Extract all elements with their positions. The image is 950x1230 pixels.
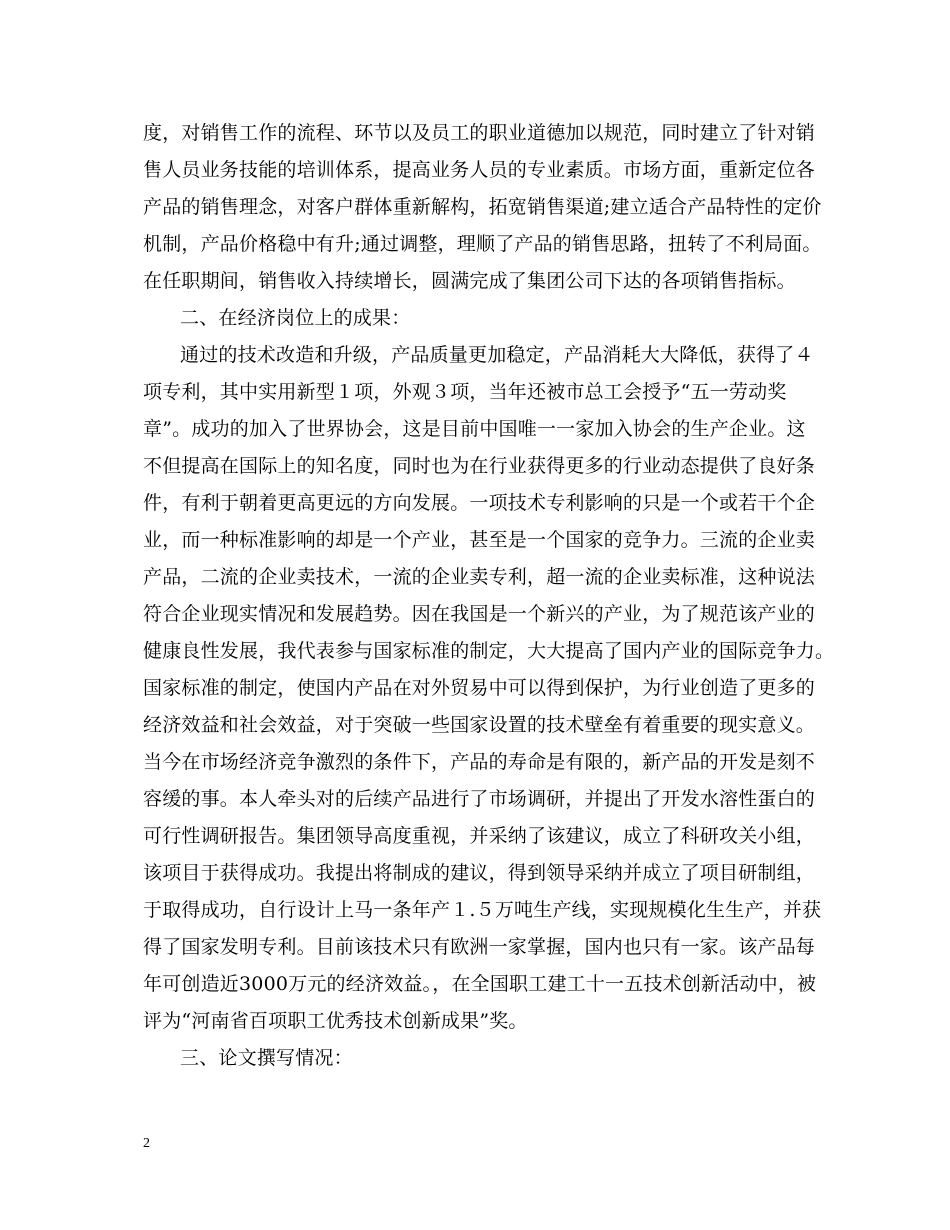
body-text-line: 在任职期间，销售收入持续增长，圆满完成了集团公司下达的各项销售指标。 <box>143 270 796 292</box>
body-text-line: 经济效益和社会效益，对于突破一些国家设置的技术壁垒有着重要的现实意义。 <box>143 714 816 736</box>
body-text-line: 售人员业务技能的培训体系，提高业务人员的专业素质。市场方面，重新定位各 <box>143 159 816 181</box>
body-text-line: 符合企业现实情况和发展趋势。因在我国是一个新兴的产业，为了规范该产业的 <box>143 603 816 625</box>
body-text-line: 不但提高在国际上的知名度，同时也为在行业获得更多的行业动态提供了良好条 <box>143 455 816 477</box>
body-text-line: 产品，二流的企业卖技术，一流的企业卖专利，超一流的企业卖标准，这种说法 <box>143 566 816 588</box>
body-text-line: 健康良性发展，我代表参与国家标准的制定，大大提高了国内产业的国际竞争力。 <box>143 640 835 662</box>
body-text-line: 国家标准的制定，使国内产品在对外贸易中可以得到保护，为行业创造了更多的 <box>143 677 816 699</box>
body-text-line: 当今在市场经济竞争激烈的条件下，产品的寿命是有限的，新产品的开发是刻不 <box>143 751 816 773</box>
body-text-line: 产品的销售理念，对客户群体重新解构，拓宽销售渠道;建立适合产品特性的定价 <box>143 196 822 218</box>
body-text-line: 机制，产品价格稳中有升;通过调整，理顺了产品的销售思路，扭转了不利局面。 <box>143 233 822 255</box>
page-number: 2 <box>143 1136 150 1151</box>
section-heading: 三、论文撰写情况： <box>180 1047 353 1069</box>
body-text-line: 度，对销售工作的流程、环节以及员工的职业道德加以规范，同时建立了针对销 <box>143 122 816 144</box>
body-text-line: 可行性调研报告。集团领导高度重视，并采纳了该建议，成立了科研攻关小组， <box>143 825 816 847</box>
body-text-line: 得了国家发明专利。目前该技术只有欧洲一家掌握，国内也只有一家。该产品每 <box>143 936 816 958</box>
body-text-line: 评为“河南省百项职工优秀技术创新成果”奖。 <box>143 1010 528 1032</box>
body-text-line: 项专利，其中实用新型１项，外观３项，当年还被市总工会授予“五一劳动奖 <box>143 381 787 403</box>
body-text-line: 业，而一种标准影响的却是一个产业，甚至是一个国家的竞争力。三流的企业卖 <box>143 529 816 551</box>
body-text-line: 于取得成功，自行设计上马一条年产１.５万吨生产线，实现规模化生生产，并获 <box>143 899 822 921</box>
section-heading: 二、在经济岗位上的成果： <box>180 307 411 329</box>
body-text-line: 件，有利于朝着更高更远的方向发展。一项技术专利影响的只是一个或若干个企 <box>143 492 816 514</box>
body-text-line: 年可创造近3000万元的经济效益。，在全国职工建工十一五技术创新活动中，被 <box>143 973 817 995</box>
body-text-line: 容缓的事。本人牵头对的后续产品进行了市场调研，并提出了开发水溶性蛋白的 <box>143 788 816 810</box>
paragraph-first-line: 通过的技术改造和升级，产品质量更加稳定，产品消耗大大降低，获得了４ <box>180 344 814 366</box>
body-text-line: 章”。成功的加入了世界协会，这是目前中国唯一一家加入协会的生产企业。这 <box>143 418 806 440</box>
body-text-line: 该项目于获得成功。我提出将制成的建议，得到领导采纳并成立了项目研制组， <box>143 862 816 884</box>
